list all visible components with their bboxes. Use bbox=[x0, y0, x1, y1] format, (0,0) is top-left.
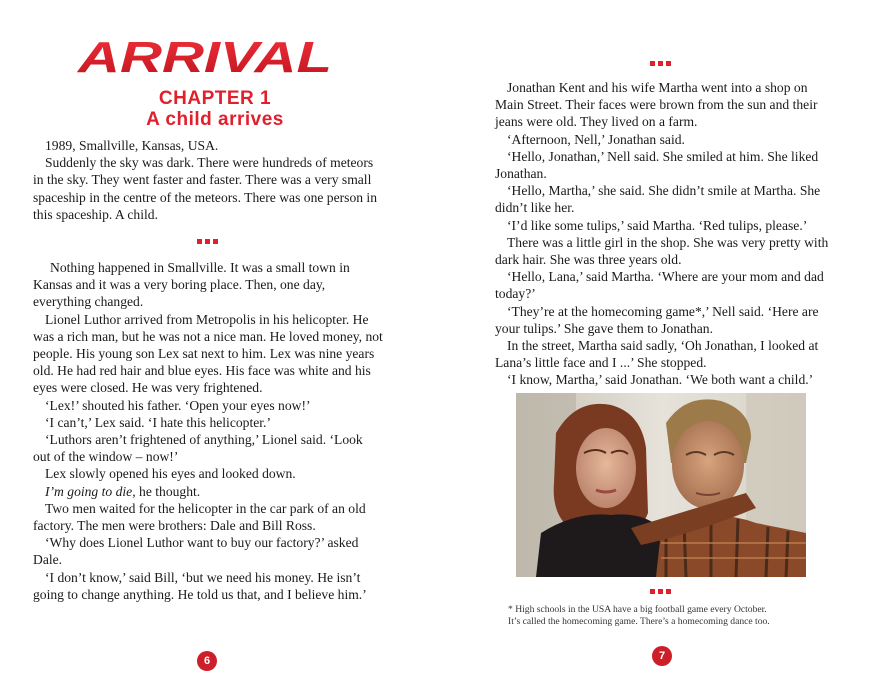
paragraph: ‘I don’t know,’ said Bill, ‘but we need his money. He isn’t going to change anything. He told us that, and I believe him.’ bbox=[33, 569, 367, 602]
paragraph: ‘I know, Martha,’ said Jonathan. ‘We both want a child.’ bbox=[507, 372, 814, 388]
paragraph: Nothing happened in Smallville. It was a small town in Kansas and it was a very boring place. Then, one day, everything changed. bbox=[33, 260, 350, 310]
intro-text bbox=[33, 137, 383, 223]
arrival-title-text: ARRIVAL bbox=[76, 34, 332, 82]
paragraph: ‘Afternoon, Nell,’ Jonathan said. bbox=[507, 131, 685, 147]
paragraph: ‘I’d like some tulips,’ said Martha. ‘Red tulips, please.’ bbox=[507, 217, 808, 233]
paragraph: ‘Why does Lionel Luthor want to buy our factory?’ asked Dale. bbox=[33, 535, 359, 568]
paragraph: Suddenly the sky was dark. There were hundreds of meteors in the sky. They went faster and faster. There was a very small spaceship in the centre of the meteors. There was one person in this spaceship. A child. bbox=[33, 155, 378, 222]
paragraph-thought bbox=[33, 483, 383, 500]
paragraph: Jonathan Kent and his wife Martha went into a shop on Main Street. Their faces were brown from the sun and their jeans were old. They lived on a farm. bbox=[495, 80, 818, 130]
footnote bbox=[508, 604, 818, 628]
arrival-title-logo bbox=[76, 34, 336, 82]
paragraph: Two men waited for the helicopter in the car park of an old factory. The men were brothers: Dale and Bill Ross. bbox=[33, 500, 366, 534]
footnote-line: It’s called the homecoming game. There’s a homecoming dance too. bbox=[508, 616, 770, 627]
paragraph: ‘Luthors aren’t frightened of anything,’ Lionel said. ‘Look out of the window – now!’ bbox=[33, 432, 363, 465]
paragraph: Lex slowly opened his eyes and looked down. bbox=[45, 466, 296, 482]
right-body-text bbox=[495, 79, 835, 389]
paragraph: ‘They’re at the homecoming game*,’ Nell said. ‘Here are your tulips.’ She gave them to Jonathan. bbox=[495, 303, 819, 336]
page-number-left: 6 bbox=[197, 651, 217, 671]
left-body-text bbox=[33, 259, 383, 603]
thought-rest: he thought. bbox=[135, 483, 201, 499]
section-break-dots bbox=[650, 61, 671, 66]
paragraph: There was a little girl in the shop. She was very pretty with dark hair. She was three years old. bbox=[495, 234, 829, 268]
paragraph: ‘Hello, Jonathan,’ Nell said. She smiled at him. She liked Jonathan. bbox=[495, 148, 819, 182]
paragraph: ‘I can’t,’ Lex said. ‘I hate this helicopter.’ bbox=[45, 414, 271, 430]
section-break-dots bbox=[650, 589, 671, 594]
paragraph: ‘Lex!’ shouted his father. ‘Open your eyes now!’ bbox=[45, 397, 311, 413]
chapter-title: A child arrives bbox=[146, 109, 284, 130]
paragraph: ‘Hello, Lana,’ said Martha. ‘Where are your mom and dad today?’ bbox=[495, 269, 824, 302]
thought-italic: I’m going to die, bbox=[45, 483, 136, 499]
paragraph: ‘Hello, Martha,’ she said. She didn’t smile at Martha. She didn’t like her. bbox=[495, 183, 821, 216]
paragraph: 1989, Smallville, Kansas, USA. bbox=[45, 138, 219, 153]
photo-couple bbox=[516, 393, 806, 577]
paragraph: Lionel Luthor arrived from Metropolis in his helicopter. He was a rich man, but he was not a nice man. He loved money, not people. His young son Lex sat next to him. Lex was nine years old. He had red hair and blue eyes. His face was white and his eyes were closed. He was very frightened. bbox=[33, 311, 383, 396]
paragraph: In the street, Martha said sadly, ‘Oh Jonathan, I looked at Lana’s little face and I ...’ She stopped. bbox=[495, 338, 819, 371]
page-number-right: 7 bbox=[652, 646, 672, 666]
section-break-dots bbox=[197, 239, 218, 244]
footnote-line: * High schools in the USA have a big football game every October. bbox=[508, 604, 767, 615]
chapter-number: CHAPTER 1 bbox=[158, 88, 272, 109]
